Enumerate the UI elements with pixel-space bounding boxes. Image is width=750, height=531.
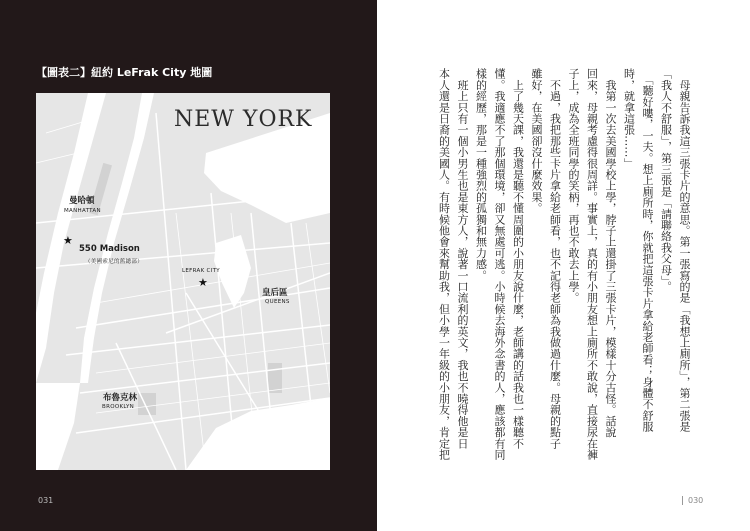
queens-label-en: QUEENS	[265, 299, 290, 305]
figure-title: 【圖表二】紐約 LeFrak City 地圖	[36, 66, 213, 79]
manhattan-label-zh: 曼哈頓	[69, 196, 95, 206]
brooklyn-label-zh: 布魯克林	[103, 393, 138, 403]
page-number-right: 030	[682, 496, 703, 505]
vertical-text-block	[419, 68, 691, 458]
text-column-3: 「聽好嘍，一夫。想上廁所時，你就把這張卡片拿給老師看；身體不舒服	[641, 68, 654, 433]
park-patch	[268, 363, 282, 393]
lefrak-label: LEFRAK CITY	[182, 268, 220, 274]
text-column-8: 不過，我把那些卡片拿給老師看，也不記得老師為我做過什麼。母親的點子	[548, 68, 562, 449]
text-column-10: 上了幾天課，我還是聽不懂周圍的小朋友說什麼，老師講的話我也一樣聽不	[511, 68, 525, 449]
madison-star-icon: ★	[63, 234, 73, 247]
right-page	[377, 0, 750, 531]
text-column-11: 懂。我適應不了那個環境，卻又無處可逃。小時候去海外念書的人，應該都有同	[493, 68, 506, 460]
text-column-13: 班上只有一個小男生也是東方人，說著一口流利的英文，我也不曉得他是日	[456, 68, 469, 449]
new-york-map	[36, 93, 330, 470]
text-column-12: 樣的經歷，那是一種強烈的孤獨和無力感。	[474, 68, 488, 281]
lefrak-star-icon: ★	[198, 276, 208, 289]
map-graphic	[36, 93, 330, 470]
queens-label-zh: 皇后區	[262, 288, 288, 298]
text-column-2: 「我人不舒服」，第三張是「請聯絡我父母」。	[659, 68, 673, 293]
brooklyn-label-en: BROOKLYN	[102, 404, 135, 410]
manhattan-label-en: MANHATTAN	[64, 208, 101, 214]
text-column-14: 本人還是日裔的美國人。有時候他會來幫助我，但小學一年級的小朋友，肯定把	[437, 68, 451, 460]
map-heading: NEW YORK	[174, 107, 313, 132]
page-number-left: 031	[38, 496, 54, 505]
madison-label: 550 Madison	[79, 244, 140, 254]
text-column-9: 雖好，在美國卻沒什麼效果。	[530, 68, 543, 214]
text-column-5: 我第一次去美國學校上學，脖子上還掛了三張卡片，模樣十分古怪。話說	[604, 68, 617, 438]
text-column-1: 母親告訴我這三張卡片的意思。第一張寫的是「我想上廁所」，第二張是	[678, 68, 691, 433]
text-column-6: 回來，母親考慮得很周詳。事實上，真的有小朋友想上廁所不敢說，直接尿在褲	[585, 68, 599, 460]
madison-sublabel: （美國索尼的舊總部）	[85, 259, 144, 265]
text-column-4: 時，就拿這張……」	[622, 68, 636, 169]
text-column-7: 子上，成為全班同學的笑柄，再也不敢去上學。	[567, 68, 580, 304]
